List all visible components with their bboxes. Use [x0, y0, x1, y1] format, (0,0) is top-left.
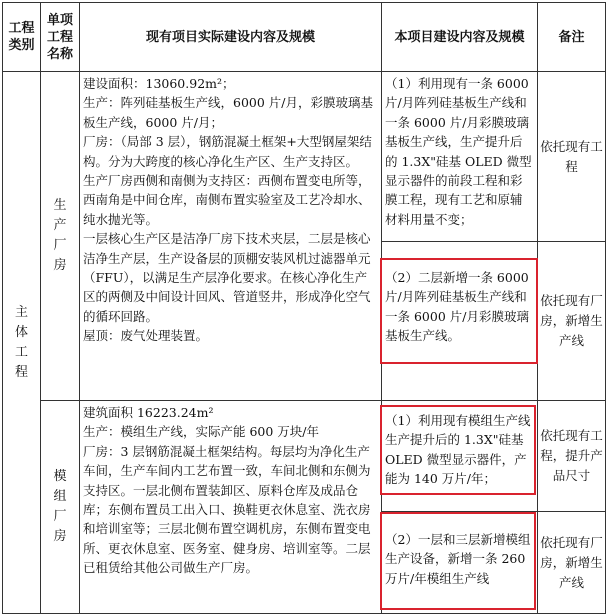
existing-line: 生产厂房西侧和南侧为支持区：西侧布置变电所等，西南角是中间仓库，南侧布置实验室及工艺冷却水、纯水抛光等。	[83, 173, 371, 227]
remark-2-2	[537, 511, 606, 614]
existing-content-module-building	[79, 400, 382, 614]
header-remarks	[537, 2, 606, 72]
project-item-text: （2）一层和三层新增模组生产设备，新增一条 260 万片/年模组生产线	[385, 532, 531, 586]
highlight-box-1-2	[380, 258, 538, 364]
unit-cell-module-building	[40, 400, 80, 614]
existing-line: 建筑面积 16223.24m²	[83, 405, 214, 420]
remark-text: 依托现有厂房，新增生产线	[540, 293, 603, 348]
category-label: 主体工程	[14, 304, 28, 380]
category-cell	[2, 71, 41, 614]
remark-1-1	[537, 71, 606, 242]
header-remarks-label: 备注	[558, 29, 585, 45]
existing-line: 屋顶：废气处理装置。	[83, 328, 209, 344]
header-category-label: 工程类别	[8, 21, 35, 53]
highlight-box-2-2	[380, 512, 536, 610]
unit-label: 模组厂房	[53, 469, 67, 544]
unit-cell-production-building	[40, 71, 80, 401]
existing-line: 厂房：（局部 3 层），钢筋混凝土框架+大型钢屋架结构。分为大跨度的核心净化生产区、生产支持区。	[83, 134, 372, 169]
project-item-text: （1）利用现有一条 6000 片/月阵列硅基板生产线和一条 6000 片/月彩膜玻璃基板生产线，生产提升后的 1.3X"硅基 OLED 微型显示器件的前段工程和彩膜工程，现有工艺和原辅材料用量不变；	[385, 76, 532, 227]
header-this-project-label: 本项目建设内容及规模	[394, 29, 525, 45]
existing-content-production-building	[79, 71, 382, 401]
remark-text: 依托现有工程，提升产品尺寸	[540, 428, 603, 483]
remark-text: 依托现有厂房，新增生产线	[540, 534, 603, 590]
remark-text: 依托现有工程	[540, 138, 603, 174]
header-this-project	[381, 2, 538, 72]
existing-line: 生产：模组生产线，实际产能 600 万块/年	[83, 424, 320, 440]
project-item-1-1	[381, 71, 538, 242]
header-unit	[40, 2, 80, 72]
existing-line: 厂房：3 层钢筋混凝土框架结构。每层均为净化生产车间，生产车间内工艺布置一致，车间北侧和东侧为支持区。一层北侧布置装卸区、原料仓库及成品仓库；东侧布置员工出入口、换鞋更衣休息室、洗衣房和培训室等；三层北侧布置空调机房，东侧布置变电所、更衣休息室、医务室、健身房、培训室等。二层已租赁给其他公司做生产厂房。	[83, 443, 371, 576]
header-unit-label: 单项工程名称	[46, 12, 73, 62]
unit-label: 生产厂房	[53, 198, 67, 273]
highlight-box-2-1	[380, 405, 536, 495]
project-item-text: （1）利用现有模组生产线生产提升后的 1.3X"硅基 OLED 微型显示器件，产能为 140 万片/年；	[385, 413, 531, 487]
existing-line: 建设面积：13060.92m²；	[83, 76, 235, 91]
remark-2-1	[537, 400, 606, 512]
project-item-text: （2）二层新增一条 6000 片/月阵列硅基板生产线和一条 6000 片/月彩膜玻璃基板生产线。	[385, 270, 529, 344]
existing-line: 生产：阵列硅基板生产线，6000 片/月，彩膜玻璃基板生产线，6000 片/月；	[83, 95, 373, 130]
header-existing	[79, 2, 382, 72]
header-existing-label: 现有项目实际建设内容及规模	[145, 29, 315, 45]
header-category	[2, 2, 41, 72]
remark-1-2	[537, 241, 606, 401]
document-page	[2, 2, 606, 614]
existing-line: 一层核心生产区是洁净厂房下技术夹层，二层是核心洁净生产层，生产设备层的顶棚安装风机过滤器单元（FFU），以满足生产层净化要求。在核心净化生产区的两侧及中间设计回风、管道竖井，形成净化空气的循环回路。	[83, 231, 371, 324]
